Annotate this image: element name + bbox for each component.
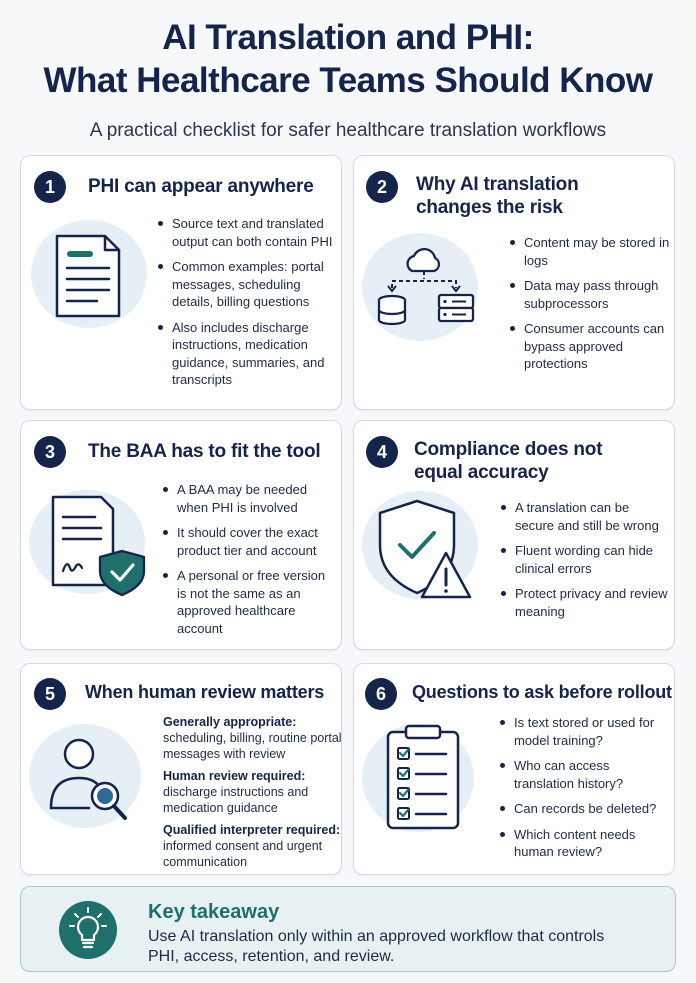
- card-number: 3: [34, 436, 66, 468]
- card-title-line2: equal accuracy: [414, 462, 549, 483]
- card-number: 5: [34, 678, 66, 710]
- shield-warning-icon: [362, 487, 486, 607]
- card-bullets: [510, 234, 670, 381]
- card-human-review: [20, 663, 342, 875]
- card-title-line2: changes the risk: [416, 197, 563, 218]
- card-title: The BAA has to fit the tool: [88, 441, 321, 462]
- takeaway-body: Use AI translation only within an approved workflow that controls PHI, access, retention, and review.: [148, 928, 605, 965]
- takeaway-title: Key takeaway: [148, 901, 280, 923]
- card-bullets: [500, 714, 668, 869]
- review-levels: [163, 714, 353, 876]
- card-title: [414, 438, 602, 484]
- review-item: [163, 768, 353, 816]
- cloud-storage-icon: [362, 231, 480, 343]
- card-baa-fit: [20, 420, 342, 650]
- review-text: informed consent and urgent communication: [163, 839, 323, 869]
- document-icon: [31, 218, 149, 330]
- card-title: PHI can appear anywhere: [88, 176, 314, 197]
- card-bullets: [158, 215, 334, 397]
- card-title: Questions to ask before rollout: [412, 682, 672, 702]
- bullet-item: Consumer accounts can bypass approved protections: [510, 320, 670, 373]
- review-text: scheduling, billing, routine portal messages with review: [163, 731, 342, 761]
- signed-document-shield-icon: [29, 487, 153, 597]
- review-item: [163, 822, 353, 870]
- bullet-item: Source text and translated output can both contain PHI: [158, 215, 334, 250]
- bullet-item: Also includes discharge instructions, medication guidance, summaries, and transcripts: [158, 319, 334, 389]
- card-bullets: [501, 499, 669, 628]
- card-compliance-accuracy: [353, 420, 675, 650]
- bullet-item: Who can access translation history?: [500, 757, 668, 792]
- card-number: 6: [365, 678, 397, 710]
- lightbulb-icon: [59, 901, 117, 959]
- page-title: [0, 16, 696, 102]
- bullet-item: Content may be stored in logs: [510, 234, 670, 269]
- review-item: [163, 714, 353, 762]
- person-magnifier-icon: [29, 720, 149, 832]
- bullet-item: Which content needs human review?: [500, 826, 668, 861]
- clipboard-checklist-icon: [362, 720, 482, 838]
- card-number: 1: [34, 171, 66, 203]
- card-rollout-questions: [353, 663, 675, 875]
- page-title-line2: What Healthcare Teams Should Know: [43, 61, 653, 100]
- bullet-item: Protect privacy and review meaning: [501, 585, 669, 620]
- bullet-item: A personal or free version is not the same as an approved healthcare account: [163, 567, 333, 637]
- bullet-item: Fluent wording can hide clinical errors: [501, 542, 669, 577]
- review-label: Qualified interpreter required:: [163, 823, 341, 837]
- bullet-item: Is text stored or used for model training?: [500, 714, 668, 749]
- bullet-item: Common examples: portal messages, scheduling details, billing questions: [158, 258, 334, 311]
- card-title: [416, 173, 578, 219]
- card-number: 4: [366, 436, 398, 468]
- review-text: discharge instructions and medication guidance: [163, 785, 309, 815]
- review-label: Human review required:: [163, 769, 306, 783]
- bullet-item: It should cover the exact product tier and account: [163, 524, 333, 559]
- key-takeaway-panel: [20, 886, 676, 972]
- review-label: Generally appropriate:: [163, 715, 297, 729]
- card-phi-anywhere: [20, 155, 342, 410]
- bullet-item: Data may pass through subprocessors: [510, 277, 670, 312]
- page-title-line1: AI Translation and PHI:: [162, 18, 534, 57]
- card-why-ai-risk: [353, 155, 675, 410]
- bullet-item: A BAA may be needed when PHI is involved: [163, 481, 333, 516]
- bullet-item: A translation can be secure and still be wrong: [501, 499, 669, 534]
- card-title: When human review matters: [85, 682, 325, 702]
- card-title-line1: Compliance does not: [414, 439, 603, 460]
- card-number: 2: [366, 171, 398, 203]
- card-title-line1: Why AI translation: [416, 174, 579, 195]
- card-bullets: [163, 481, 333, 645]
- page-subtitle: A practical checklist for safer healthcare translation workflows: [89, 120, 607, 141]
- bullet-item: Can records be deleted?: [500, 800, 668, 818]
